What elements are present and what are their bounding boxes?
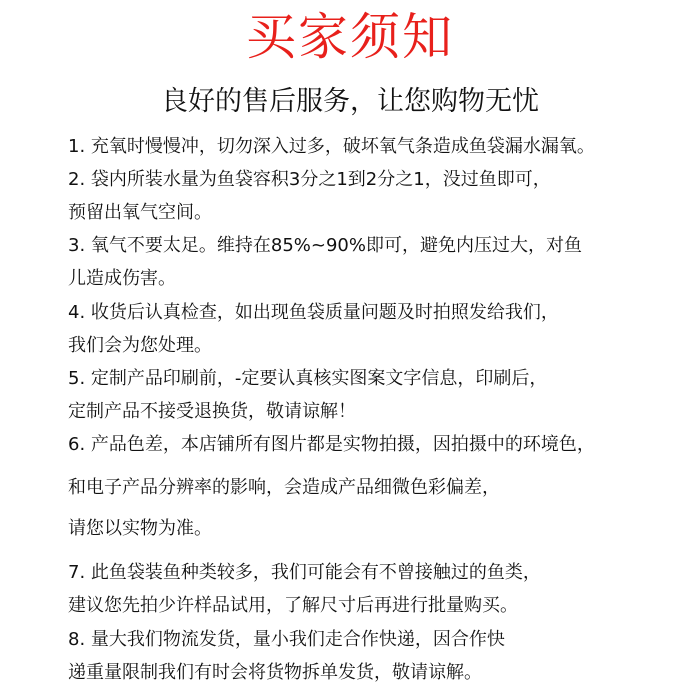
page-title: 买家须知 bbox=[246, 8, 454, 66]
notice-line-2: 2. 袋内所装水量为鱼袋容积3分之1到2分之1，没过鱼即可， bbox=[68, 169, 551, 190]
page-subtitle: 良好的售后服务，让您购物无忧 bbox=[161, 86, 539, 117]
notice-line-8-cont: 递重量限制我们有时会将货物拆单发货，敬请谅解。 bbox=[68, 662, 482, 683]
notice-line-8: 8. 量大我们物流发货，量小我们走合作快递，因合作快 bbox=[68, 629, 505, 650]
notice-line-5: 5. 定制产品印刷前，-定要认真核实图案文字信息，印刷后， bbox=[68, 368, 548, 389]
notice-line-4: 4. 收货后认真检查，如出现鱼袋质量问题及时拍照发给我们， bbox=[68, 302, 559, 323]
notice-line-7-cont: 建议您先拍少许样品试用，了解尺寸后再进行批量购买。 bbox=[68, 595, 518, 616]
notice-line-7: 7. 此鱼袋装鱼种类较多，我们可能会有不曾接触过的鱼类， bbox=[68, 562, 541, 583]
notice-line-2-cont: 预留出氧气空间。 bbox=[68, 202, 212, 223]
notice-line-6-end: 请您以实物为准。 bbox=[68, 518, 212, 539]
notice-line-5-cont: 定制产品不接受退换货，敬请谅解！ bbox=[68, 401, 356, 422]
notice-line-1: 1. 充氧时慢慢冲，切勿深入过多，破坏氧气条造成鱼袋漏水漏氧。 bbox=[68, 136, 595, 157]
notice-line-3-cont: 儿造成伤害。 bbox=[68, 268, 176, 289]
notice-line-3: 3. 氧气不要太足。维持在85%~90%即可，避免内压过大，对鱼 bbox=[68, 235, 582, 256]
notice-line-4-cont: 我们会为您处理。 bbox=[68, 335, 212, 356]
notice-line-6-cont: 和电子产品分辨率的影响，会造成产品细微色彩偏差， bbox=[68, 477, 500, 498]
notice-line-6: 6. 产品色差，本店铺所有图片都是实物拍摄，因拍摄中的环境色， bbox=[68, 434, 595, 455]
